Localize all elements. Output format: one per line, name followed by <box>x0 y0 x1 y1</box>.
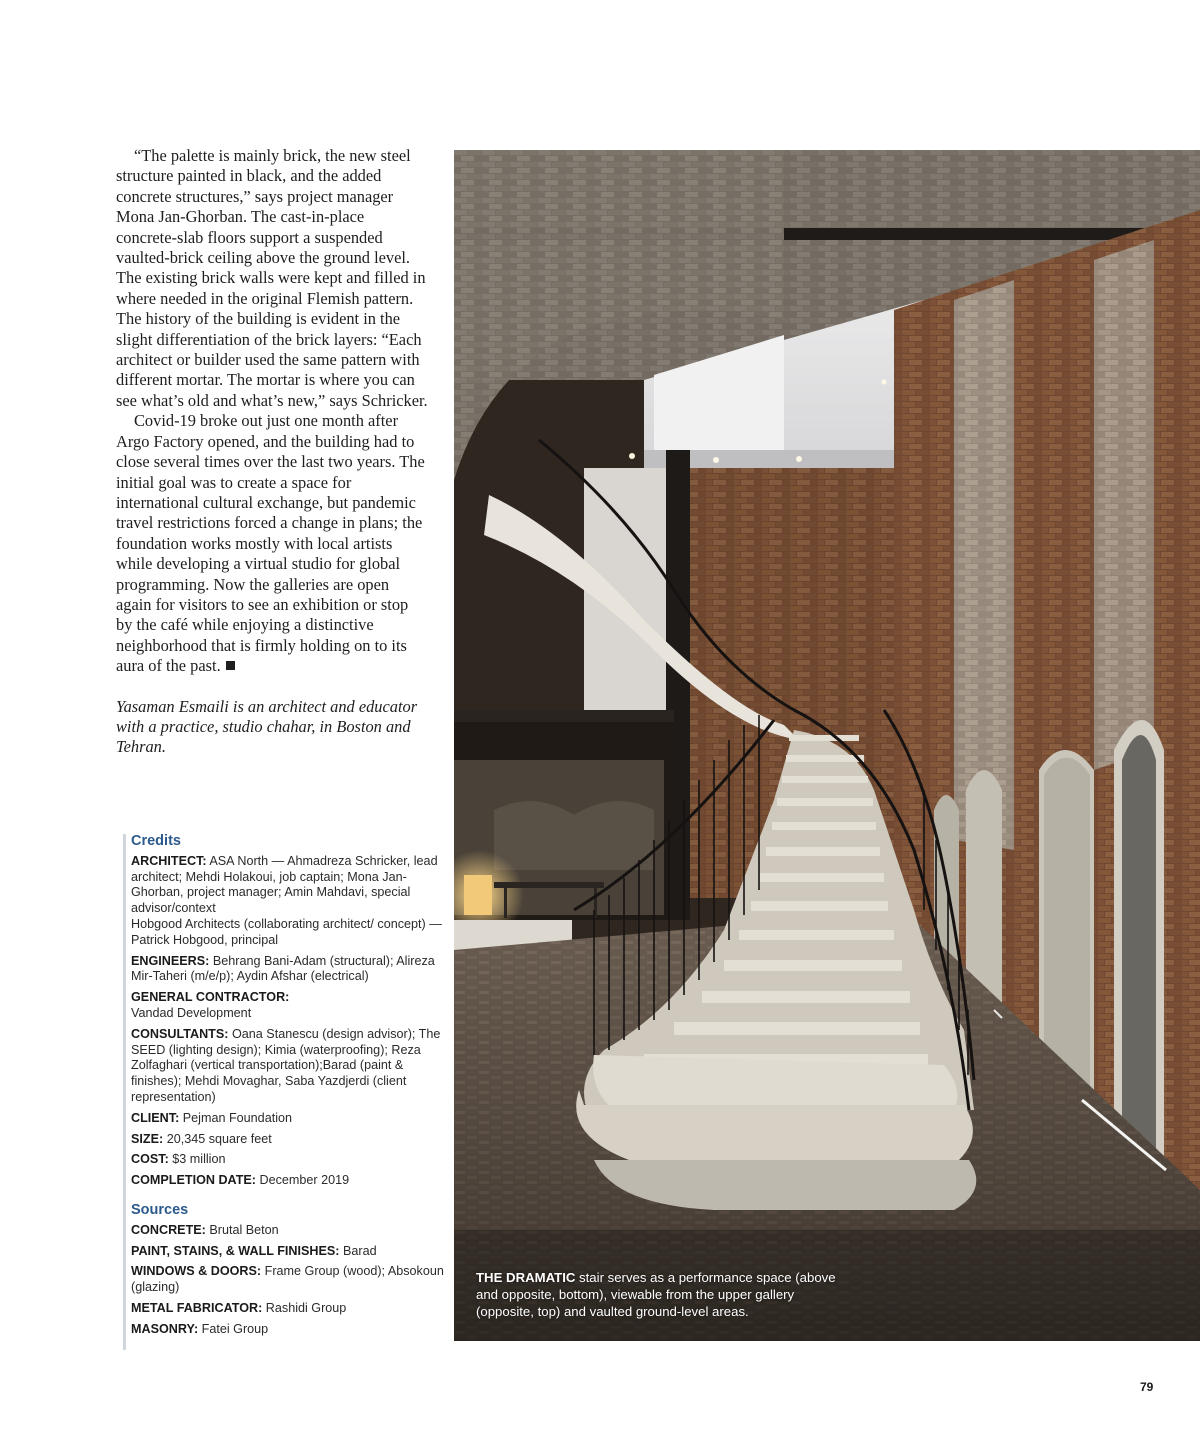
credit-entry-general-contractor <box>131 990 446 1022</box>
source-label: PAINT, STAINS, & WALL FINISHES: <box>131 1243 340 1258</box>
credit-label: ARCHITECT: <box>131 853 207 868</box>
source-value: Barad <box>343 1243 377 1258</box>
source-entry-masonry <box>131 1322 446 1338</box>
credit-value: $3 million <box>172 1152 226 1167</box>
credits-heading: Credits <box>131 833 181 849</box>
source-value: Fatei Group <box>201 1321 269 1336</box>
article-paragraph-2-text: Covid-19 broke out just one month after Argo Factory opened, and the building had to close several times over the last two years. The initial goal was to create a space for international cultural exchange, but pandemic travel restrictions forced a change in plans; the foundation works mostly with local artists while developing a virtual studio for global programming. Now the galleries are open again for visitors to see an exhibition or stop by the café while enjoying a distinctive neighborhood that is firmly holding on to its aura of the past. <box>116 411 425 676</box>
staircase-illustration <box>454 150 1200 1341</box>
source-label: METAL FABRICATOR: <box>131 1300 263 1315</box>
source-entry-windows-doors <box>131 1264 446 1296</box>
source-label: MASONRY: <box>131 1321 199 1336</box>
credit-label: GENERAL CONTRACTOR: <box>131 990 290 1005</box>
credit-entry-client <box>131 1111 446 1127</box>
credit-label: CLIENT: <box>131 1110 180 1125</box>
source-value: Frame Group (wood); Absokoun (glazing) <box>131 1264 444 1295</box>
source-entry-metal <box>131 1301 446 1317</box>
credit-value: Oana Stanescu (design advisor); The SEED (lighting design); Kimia (waterproofing); Reza Zolfaghari (vertical transportation);Barad (paint & finishes); Mehdi Movaghar, Saba Yazdjerdi (client representation) <box>131 1026 441 1104</box>
caption-lead: THE DRAMATIC <box>476 1270 576 1285</box>
article-body <box>116 146 428 758</box>
article-paragraph-2 <box>116 411 428 676</box>
credit-entry-completion-date <box>131 1173 446 1189</box>
source-label: WINDOWS & DOORS: <box>131 1264 262 1279</box>
credit-entry-engineers <box>131 954 446 986</box>
credit-value: Behrang Bani-Adam (structural); Alireza Mir-Taheri (m/e/p); Aydin Afshar (electrical) <box>131 953 435 984</box>
credits-box <box>123 834 446 1350</box>
source-entry-concrete <box>131 1223 446 1239</box>
source-value: Brutal Beton <box>209 1222 279 1237</box>
article-paragraph-1: “The palette is mainly brick, the new steel structure painted in black, and the added concrete structures,” says project manager Mona Jan-Ghorban. The cast-in-place concrete-slab floors support a suspended vaulted-brick ceiling above the ground level. The existing brick walls were kept and filled in where needed in the original Flemish pattern. The history of the building is evident in the slight differentiation of the brick layers: “Each architect or builder used the same pattern with different mortar. The mortar is where you can see what’s old and what’s new,” says Schricker. <box>116 146 428 410</box>
page-number: 79 <box>1140 1380 1154 1394</box>
source-label: CONCRETE: <box>131 1222 206 1237</box>
credit-label: ENGINEERS: <box>131 953 210 968</box>
end-mark-icon <box>226 661 235 670</box>
credit-value: Vandad Development <box>131 1005 252 1020</box>
credit-label: SIZE: <box>131 1131 164 1146</box>
staircase-photo <box>454 150 1200 1341</box>
photo-caption <box>476 1269 848 1320</box>
credit-value: Pejman Foundation <box>182 1110 292 1125</box>
credit-value: 20,345 square feet <box>166 1131 272 1146</box>
sources-heading: Sources <box>131 1201 189 1218</box>
credit-value-extra: Hobgood Architects (collaborating architect/ concept) — Patrick Hobgood, principal <box>131 916 442 947</box>
credit-value: ASA North — Ahmadreza Schricker, lead architect; Mehdi Holakoui, job captain; Mona Jan-Ghorban, project manager; Amin Mahdavi, special advisor/context <box>131 853 438 916</box>
credit-label: COMPLETION DATE: <box>131 1173 256 1188</box>
source-entry-paint <box>131 1244 446 1260</box>
credit-entry-size <box>131 1132 446 1148</box>
credit-label: CONSULTANTS: <box>131 1026 229 1041</box>
credit-value: December 2019 <box>259 1173 350 1188</box>
credit-label: COST: <box>131 1152 169 1167</box>
author-bio: Yasaman Esmaili is an architect and educator with a practice, studio chahar, in Boston and Tehran. <box>116 696 418 757</box>
credit-entry-architect <box>131 854 446 949</box>
credit-entry-consultants <box>131 1027 446 1106</box>
credit-entry-cost <box>131 1152 446 1168</box>
source-value: Rashidi Group <box>265 1300 347 1315</box>
caption-text: stair serves as a performance space (above and opposite, bottom), viewable from the upper gallery (opposite, top) and vaulted ground-level areas. <box>476 1270 836 1319</box>
